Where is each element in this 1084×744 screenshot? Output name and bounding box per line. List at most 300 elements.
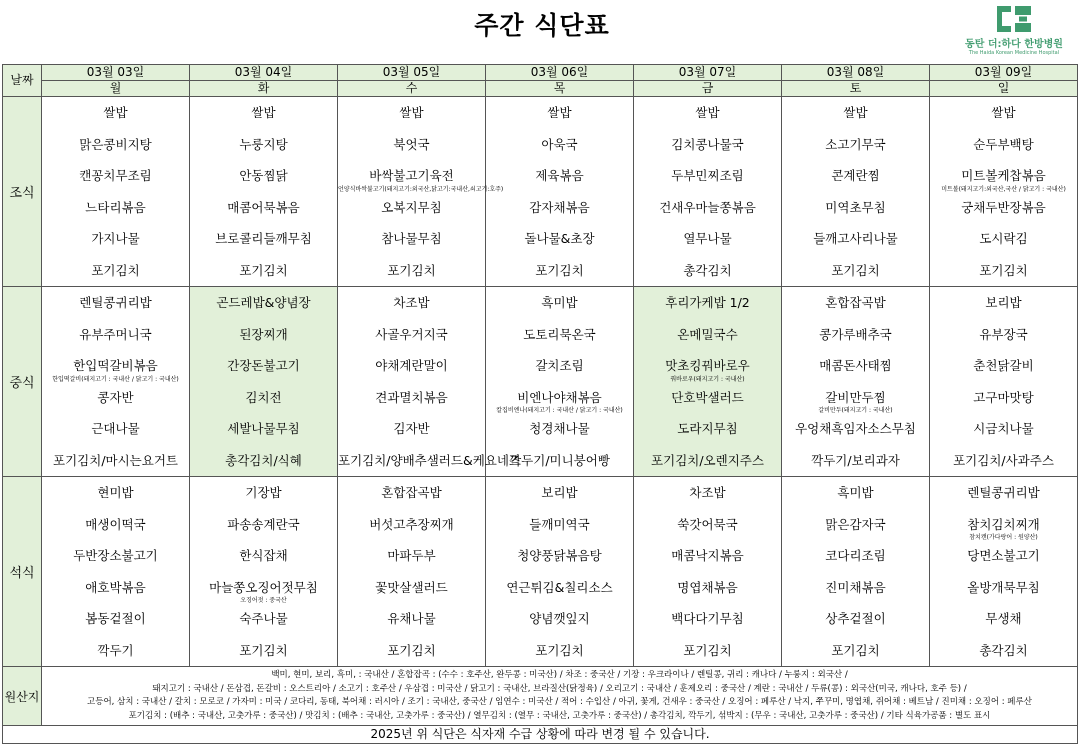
menu-item-label: 갈치조림: [535, 358, 584, 373]
menu-item-label: 포기김치: [387, 642, 436, 658]
date-label: 날짜: [3, 65, 42, 97]
menu-item: [634, 540, 781, 572]
menu-item: [634, 445, 781, 477]
menu-item: [930, 129, 1077, 161]
menu-item: [782, 382, 929, 414]
menu-cell: [782, 97, 930, 287]
menu-item: [930, 509, 1077, 541]
menu-item: [42, 129, 189, 161]
hospital-logo: [954, 6, 1074, 58]
menu-item: [782, 540, 929, 572]
menu-item-label: 현미밥: [97, 485, 134, 500]
menu-item-label: 콩자반: [97, 389, 134, 405]
menu-cell-items: [930, 97, 1077, 286]
menu-item-label: 포기김치: [239, 642, 288, 658]
menu-item-label: 참나물무침: [381, 231, 442, 246]
menu-item-label: 백다다기무침: [671, 611, 744, 626]
menu-item-label: 온메밀국수: [677, 326, 738, 342]
menu-item-label: 콘계란찜: [831, 168, 880, 183]
origin-line: 고등어, 삼치 : 국내산 / 갈치 : 모로코 / 가자미 : 미국 / 코다리, 동태, 북어채 : 러시아 / 조기 : 국내산, 중국산 / 임연수 : 미국산 / 적어 : 수입산 / 아귀, 꽃게, 건새우 : 중국산 / 오징어 : 페루산 / 낙지, 쭈꾸미, 명엽채, 쥐어채 : 베트남 / 진미채 : 오징어 : 페루산: [87, 697, 1032, 707]
menu-item-label: 양념깻잎지: [529, 611, 590, 626]
day-weekday: 일: [930, 81, 1078, 97]
menu-item-label: 쌀밥: [991, 105, 1016, 120]
menu-item: [486, 572, 633, 604]
menu-item-label: 견과멸치볶음: [375, 389, 448, 405]
menu-item: [42, 540, 189, 572]
menu-item: [338, 192, 485, 224]
menu-item-label: 포기김치/사과주스: [953, 452, 1054, 468]
menu-item-label: 쑥갓어묵국: [677, 516, 738, 532]
menu-item-label: 고구마맛탕: [973, 389, 1034, 405]
origin-label: 원산지: [3, 667, 42, 726]
menu-item-label: 깍두기/보리과자: [811, 452, 900, 468]
menu-item-label: 포기김치: [239, 262, 288, 278]
menu-cell-items: [42, 477, 189, 666]
menu-cell: [486, 287, 634, 477]
menu-cell: [634, 287, 782, 477]
menu-item: [486, 540, 633, 572]
menu-item-label: 가지나물: [91, 231, 140, 246]
menu-item: [930, 255, 1077, 287]
menu-item-origin-note: 오징어젓 : 중국산: [240, 597, 287, 604]
menu-cell-items: [190, 477, 337, 666]
menu-cell-items: [338, 477, 485, 666]
menu-item-label: 쌀밥: [695, 105, 720, 120]
menu-cell: [42, 477, 190, 667]
origin-line: 포기김치 : (배추 : 국내산, 고춧가루 : 중국산) / 맛김치 : (배추 : 국내산, 고춧가루 : 중국산) / 열무김치 : (열무 : 국내산, 고춧가루 : 중국산) / 총각김치, 깍두기, 섞박지 : (무우 : 국내산, 고춧가루 : 중국산) / 기타 식육가공품 : 별도 표시: [128, 710, 991, 721]
menu-item: [42, 255, 189, 287]
menu-item-label: 캔꽁치무조림: [79, 168, 152, 183]
menu-item-label: 돌나물&초장: [524, 231, 595, 246]
menu-item-label: 맑은감자국: [825, 516, 886, 532]
menu-item: [782, 192, 929, 224]
menu-item: [190, 350, 337, 382]
menu-item-label: 두부민찌조림: [671, 168, 744, 183]
menu-cell: [190, 287, 338, 477]
menu-item: [42, 445, 189, 477]
menu-item: [42, 223, 189, 255]
day-date: 03월 06일: [486, 65, 634, 81]
menu-cell: [930, 477, 1078, 667]
menu-cell-items: [42, 97, 189, 286]
day-weekday: 수: [338, 81, 486, 97]
menu-item-label: 아욱국: [541, 136, 578, 152]
menu-item: [42, 192, 189, 224]
menu-cell-items: [42, 287, 189, 476]
menu-item-label: 느타리볶음: [85, 199, 146, 215]
menu-item: [338, 319, 485, 351]
menu-item: [338, 97, 485, 129]
menu-cell-items: [338, 287, 522, 476]
menu-item: [634, 477, 781, 509]
menu-item: [42, 350, 189, 382]
menu-item-label: 브로콜리들깨무침: [215, 231, 312, 246]
menu-item-label: 후리가케밥 1/2: [665, 295, 750, 310]
menu-item-label: 들깨고사리나물: [813, 231, 898, 246]
menu-cell: [782, 477, 930, 667]
menu-item: [190, 255, 337, 287]
menu-item-label: 맑은콩비지탕: [79, 136, 152, 152]
menu-item-label: 포기김치: [535, 642, 584, 658]
menu-cell-items: [634, 477, 781, 666]
menu-item-label: 춘천닭갈비: [973, 358, 1034, 373]
menu-item: [930, 635, 1077, 667]
menu-item-label: 쌀밥: [103, 105, 128, 120]
day-date: 03월 05일: [338, 65, 486, 81]
menu-item: [782, 319, 929, 351]
menu-item-origin-note: 꿔바로우(돼지고기 : 국내산): [670, 375, 745, 383]
menu-cell-items: [782, 287, 929, 476]
menu-item-label: 차조밥: [393, 295, 430, 310]
menu-item-label: 봄동겉절이: [85, 611, 146, 626]
menu-cell-items: [486, 477, 633, 666]
hospital-logo-icon: [997, 6, 1031, 32]
menu-item-label: 총각김치/식혜: [225, 452, 302, 468]
menu-item-label: 포기김치: [831, 262, 880, 278]
menu-item: [486, 255, 633, 287]
menu-item: [42, 382, 189, 414]
notice-text: 2025년 위 식단은 식자재 수급 상황에 따라 변경 될 수 있습니다.: [3, 726, 1078, 744]
menu-item-label: 북엇국: [393, 136, 430, 152]
meal-label: 석식: [3, 477, 42, 667]
menu-item: [634, 319, 781, 351]
menu-item: [930, 160, 1077, 192]
menu-item: [190, 635, 337, 667]
menu-item-origin-note: 갈비만두(돼지고기 : 국내산): [818, 407, 893, 414]
menu-item-label: 혼합잡곡밥: [825, 295, 886, 310]
menu-item-origin-note: 언양식바싹불고기(돼지고기:외국산,닭고기:국내산,쇠고기:호주): [338, 185, 504, 193]
menu-item: [190, 540, 337, 572]
menu-item-label: 코다리조림: [825, 548, 886, 563]
menu-cell-items: [782, 97, 929, 286]
day-date: 03월 07일: [634, 65, 782, 81]
menu-item-origin-note: 한입떡갈비(돼지고기 : 국내산 / 닭고기 : 국내산): [52, 375, 179, 383]
menu-item-label: 포기김치/오렌지주스: [651, 452, 764, 468]
menu-item-label: 매생이떡국: [85, 516, 146, 532]
menu-item: [782, 255, 929, 287]
menu-item: [190, 603, 337, 635]
menu-item-label: 포기김치: [831, 642, 880, 658]
menu-item-label: 오복지무침: [381, 199, 442, 215]
menu-item: [486, 635, 633, 667]
menu-item: [782, 635, 929, 667]
menu-item-label: 총각김치: [683, 262, 732, 278]
origin-row: [3, 667, 1078, 726]
menu-cell-items: [930, 287, 1077, 476]
menu-cell-items: [190, 287, 337, 476]
menu-item: [634, 572, 781, 604]
menu-item: [486, 350, 633, 382]
menu-item-label: 포기김치/마시는요거트: [53, 452, 178, 468]
hospital-logo-sub: The Haida Korean Medicine Hospital: [968, 50, 1060, 56]
menu-item-label: 곤드레밥&양념장: [216, 295, 311, 310]
menu-item: [42, 509, 189, 541]
menu-item: [338, 287, 485, 319]
menu-item-label: 된장찌개: [239, 326, 288, 342]
menu-item: [782, 413, 929, 445]
menu-item-label: 한입떡갈비볶음: [73, 358, 158, 373]
notice-row: [3, 726, 1078, 744]
menu-item: [338, 413, 485, 445]
menu-item: [338, 572, 485, 604]
menu-item-label: 유부주머니국: [79, 326, 152, 342]
origin-line: 돼지고기 : 국내산 / 돈삼겹, 돈갈비 : 오스트리아 / 소고기 : 호주산 / 우삼겹 : 미국산 / 닭고기 : 국내산, 브라질산(닭정육) / 오리고기 : 국내산 / 훈제오리 : 중국산 / 계란 : 국내산 / 두류(콩) : 외국산(미국, 캐나다, 호주 등) /: [152, 683, 967, 694]
menu-item: [42, 572, 189, 604]
menu-item: [782, 509, 929, 541]
menu-item-label: 매콤돈사태찜: [819, 358, 892, 373]
menu-item-label: 버섯고추장찌개: [369, 516, 454, 532]
day-date: 03월 08일: [782, 65, 930, 81]
menu-item: [930, 287, 1077, 319]
menu-item: [42, 603, 189, 635]
menu-item-label: 세발나물무침: [227, 421, 300, 436]
menu-item: [634, 382, 781, 414]
menu-cell-items: [782, 477, 929, 666]
menu-item: [338, 160, 504, 193]
menu-item-label: 단호박샐러드: [671, 389, 744, 405]
menu-item: [190, 413, 337, 445]
menu-item-label: 혼합잡곡밥: [381, 485, 442, 500]
menu-item: [42, 287, 189, 319]
menu-item: [782, 603, 929, 635]
menu-item-origin-note: 참치캔(가다랑어 : 원양산): [969, 534, 1038, 541]
menu-item-label: 당면소불고기: [967, 548, 1040, 563]
menu-item-label: 깍두기: [97, 642, 134, 658]
menu-item-label: 올방개묵무침: [967, 579, 1040, 595]
menu-item-label: 시금치나물: [973, 421, 1034, 436]
menu-item-label: 궁채두반장볶음: [961, 199, 1046, 215]
menu-cell-items: [486, 287, 633, 476]
menu-item-label: 도시락김: [979, 231, 1028, 246]
menu-item: [190, 477, 337, 509]
menu-cell-items: [634, 287, 781, 476]
menu-item: [782, 223, 929, 255]
menu-item-label: 열무나물: [683, 231, 732, 246]
date-row: [3, 65, 1078, 81]
menu-item-label: 파송송계란국: [227, 516, 300, 532]
menu-item: [486, 382, 633, 414]
menu-cell-items: [930, 477, 1077, 666]
menu-item: [42, 413, 189, 445]
menu-item: [338, 445, 522, 477]
menu-item: [930, 413, 1077, 445]
menu-item-label: 김치콩나물국: [671, 136, 744, 152]
menu-item-label: 두반장소불고기: [73, 548, 158, 563]
menu-item-label: 렌틸콩귀리밥: [79, 295, 152, 310]
menu-item-label: 맛초킹꿔바로우: [665, 358, 750, 373]
menu-item-label: 쌀밥: [843, 105, 868, 120]
menu-item-label: 진미채볶음: [825, 579, 886, 595]
day-weekday: 목: [486, 81, 634, 97]
menu-item-label: 유부장국: [979, 326, 1028, 342]
menu-cell: [338, 97, 504, 287]
menu-item: [930, 572, 1077, 604]
menu-cell: [782, 287, 930, 477]
menu-item-label: 애호박볶음: [85, 579, 146, 595]
menu-item: [338, 540, 485, 572]
menu-item: [930, 319, 1077, 351]
menu-item: [634, 223, 781, 255]
menu-item-label: 보리밥: [541, 485, 578, 500]
menu-item-label: 매콤어묵볶음: [227, 199, 300, 215]
menu-item-label: 한식잡채: [239, 548, 288, 563]
menu-item: [338, 635, 485, 667]
menu-item: [338, 350, 485, 382]
menu-item: [930, 97, 1077, 129]
menu-cell: [42, 97, 190, 287]
menu-cell: [634, 477, 782, 667]
menu-item-label: 들깨미역국: [529, 516, 590, 532]
day-weekday: 금: [634, 81, 782, 97]
menu-item: [930, 350, 1077, 382]
menu-item: [338, 129, 485, 161]
menu-item: [338, 509, 485, 541]
menu-item-label: 근대나물: [91, 421, 140, 436]
menu-item: [486, 319, 633, 351]
menu-item: [190, 97, 337, 129]
menu-item: [190, 192, 337, 224]
menu-item: [634, 255, 781, 287]
menu-item: [930, 445, 1077, 477]
menu-item-label: 명엽채볶음: [677, 579, 738, 595]
menu-item-label: 포기김치: [979, 262, 1028, 278]
menu-item-label: 포기김치: [535, 262, 584, 278]
menu-item-label: 미트볼케찹볶음: [961, 168, 1046, 183]
menu-item-label: 우엉채흑임자소스무침: [795, 421, 916, 436]
menu-item-label: 바싹불고기육전: [369, 168, 454, 183]
menu-item-label: 깍두기/미니붕어빵: [509, 452, 610, 468]
menu-item: [930, 223, 1077, 255]
menu-item: [486, 97, 633, 129]
menu-item: [338, 477, 485, 509]
menu-item-label: 차조밥: [689, 485, 726, 500]
menu-item: [486, 445, 633, 477]
menu-item: [486, 192, 633, 224]
meal-row: [3, 97, 1078, 287]
menu-item-label: 소고기무국: [825, 136, 886, 152]
menu-cell: [486, 477, 634, 667]
menu-item: [930, 603, 1077, 635]
menu-item: [42, 635, 189, 667]
menu-item-label: 야채계란말이: [375, 358, 448, 373]
menu-item: [338, 603, 485, 635]
menu-item: [190, 160, 337, 192]
menu-item-origin-note: 미트볼(돼지고기:외국산,국산 / 닭고기 : 국내산): [941, 185, 1066, 193]
menu-item: [190, 287, 337, 319]
meal-row: [3, 287, 1078, 477]
menu-item: [782, 160, 929, 192]
menu-item-label: 마파두부: [387, 548, 436, 563]
menu-item-label: 비엔나야채볶음: [517, 389, 602, 405]
menu-item-label: 보리밥: [985, 295, 1022, 310]
menu-item: [634, 192, 781, 224]
menu-item: [486, 509, 633, 541]
menu-item: [930, 192, 1077, 224]
menu-item-label: 김자반: [393, 421, 430, 436]
menu-item-label: 건새우마늘쫑볶음: [659, 199, 756, 215]
meal-label: 조식: [3, 97, 42, 287]
menu-item-label: 포기김치: [387, 262, 436, 278]
menu-item: [190, 572, 337, 604]
menu-cell-items: [634, 97, 781, 286]
menu-item-label: 상추겉절이: [825, 611, 886, 626]
menu-item-label: 총각김치: [979, 642, 1028, 658]
menu-item: [190, 223, 337, 255]
origin-info: [42, 667, 1078, 726]
menu-cell: [338, 287, 522, 477]
menu-item-label: 포기김치: [683, 642, 732, 658]
menu-item: [634, 350, 781, 382]
hospital-logo-name: 동탄 더:하다 한방병원: [965, 39, 1063, 50]
menu-item-label: 미역초무침: [825, 199, 886, 215]
menu-item-label: 도라지무침: [677, 421, 738, 436]
menu-item-label: 렌틸콩귀리밥: [967, 485, 1040, 500]
menu-item-label: 기장밥: [245, 485, 282, 500]
menu-item-label: 무생채: [985, 611, 1022, 626]
menu-item-label: 매콤낙지볶음: [671, 548, 744, 563]
menu-item: [634, 413, 781, 445]
menu-item-label: 청양풍닭볶음탕: [517, 548, 602, 563]
menu-item-label: 흑미밥: [837, 485, 874, 500]
menu-item: [338, 223, 485, 255]
day-date: 03월 04일: [190, 65, 338, 81]
menu-item: [634, 287, 781, 319]
menu-item: [486, 129, 633, 161]
menu-cell: [42, 287, 190, 477]
menu-item-label: 연근튀김&칠리소스: [506, 579, 613, 595]
menu-item: [42, 477, 189, 509]
meal-row: [3, 477, 1078, 667]
menu-cell: [338, 477, 486, 667]
meal-label: 중식: [3, 287, 42, 477]
menu-item: [930, 477, 1077, 509]
menu-item: [42, 160, 189, 192]
origin-line: 백미, 현미, 보리, 흑미, : 국내산 / 혼합잡곡 : (수수 : 호주산, 완두콩 : 미국산) / 차조 : 중국산 / 기장 : 우크라이나 / 렌틸콩, 귀리 : 캐나다 / 누룽지 : 외국산 /: [271, 670, 848, 680]
menu-item-label: 간장돈불고기: [227, 358, 300, 373]
menu-item-label: 쌀밥: [399, 105, 424, 120]
menu-item-label: 포기김치/양배추샐러드&케요네즈: [338, 452, 522, 468]
menu-item: [486, 477, 633, 509]
menu-cell: [930, 287, 1078, 477]
menu-item: [782, 97, 929, 129]
menu-cell: [190, 97, 338, 287]
day-weekday: 토: [782, 81, 930, 97]
menu-item: [190, 382, 337, 414]
menu-cell: [634, 97, 782, 287]
menu-item-label: 안동찜닭: [239, 168, 288, 183]
menu-item-label: 마늘쫑오징어젓무침: [209, 579, 318, 595]
menu-cell: [930, 97, 1078, 287]
menu-item-label: 누룽지탕: [239, 136, 288, 152]
menu-item: [190, 319, 337, 351]
menu-item-label: 제육볶음: [535, 168, 584, 183]
menu-item: [42, 319, 189, 351]
menu-item-label: 갈비만두찜: [825, 389, 886, 405]
menu-item: [190, 129, 337, 161]
menu-item: [486, 223, 633, 255]
menu-item: [338, 382, 485, 414]
weekday-row: [3, 81, 1078, 97]
menu-item: [486, 603, 633, 635]
menu-item-label: 쌀밥: [251, 105, 276, 120]
menu-item-label: 흑미밥: [541, 295, 578, 310]
menu-item: [634, 129, 781, 161]
menu-item: [634, 509, 781, 541]
menu-item-label: 사골우거지국: [375, 326, 448, 342]
menu-item-label: 청경채나물: [529, 421, 590, 436]
menu-cell-items: [190, 97, 337, 286]
day-date: 03월 03일: [42, 65, 190, 81]
